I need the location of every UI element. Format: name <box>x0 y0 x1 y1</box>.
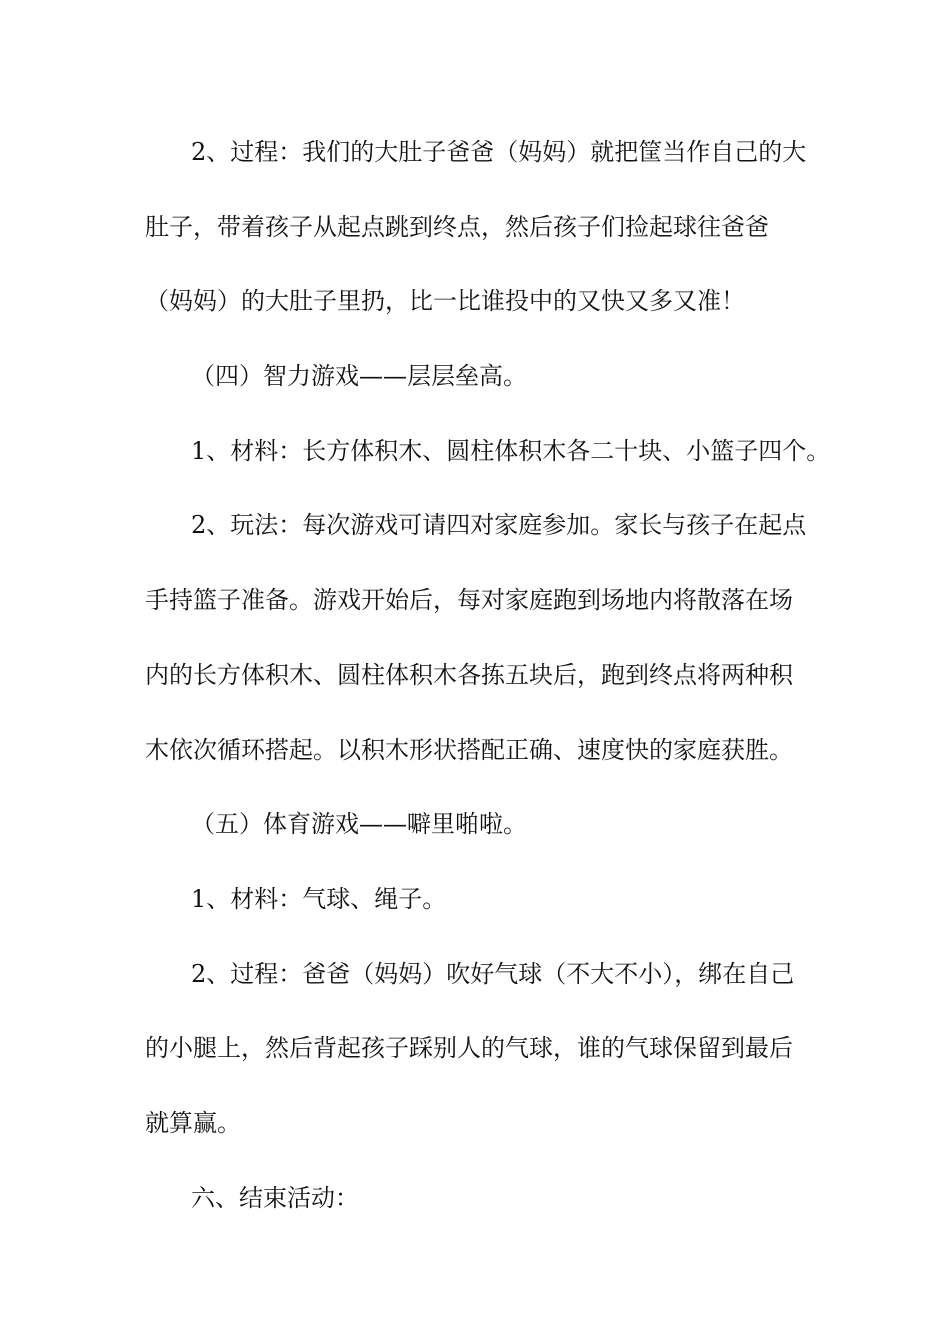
paragraph-process-line-2: 肚子，带着孩子从起点跳到终点，然后孩子们捡起球往爸爸 <box>145 212 769 241</box>
paragraph-rules-line-2: 手持篮子准备。游戏开始后，每对家庭跑到场地内将散落在场 <box>145 586 793 615</box>
section-heading-6: 六、结束活动： <box>191 1183 359 1212</box>
paragraph-process-line-3: （妈妈）的大肚子里扔，比一比谁投中的又快又多又准！ <box>145 287 745 316</box>
document-body <box>145 128 831 1248</box>
paragraph-rules-line-1: 2、玩法：每次游戏可请四对家庭参加。家长与孩子在起点 <box>191 511 807 540</box>
paragraph-rules-line-4: 木依次循环搭起。以积木形状搭配正确、速度快的家庭获胜。 <box>145 735 793 764</box>
paragraph-process-5-line-3: 就算赢。 <box>145 1108 241 1137</box>
paragraph-materials-5: 1、材料：气球、绳子。 <box>191 884 447 913</box>
paragraph-rules-line-3: 内的长方体积木、圆柱体积木各拣五块后，跑到终点将两种积 <box>145 660 793 689</box>
paragraph-process-5-line-1: 2、过程：爸爸（妈妈）吹好气球（不大不小），绑在自己 <box>191 959 795 988</box>
section-heading-5: （五）体育游戏——噼里啪啦。 <box>191 810 527 839</box>
paragraph-process-line-1: 2、过程：我们的大肚子爸爸（妈妈）就把筐当作自己的大 <box>191 138 807 166</box>
paragraph-process-5-line-2: 的小腿上，然后背起孩子踩别人的气球，谁的气球保留到最后 <box>145 1034 793 1063</box>
section-heading-4: （四）智力游戏——层层垒高。 <box>191 362 527 391</box>
paragraph-materials-4: 1、材料：长方体积木、圆柱体积木各二十块、小篮子四个。 <box>191 436 831 465</box>
